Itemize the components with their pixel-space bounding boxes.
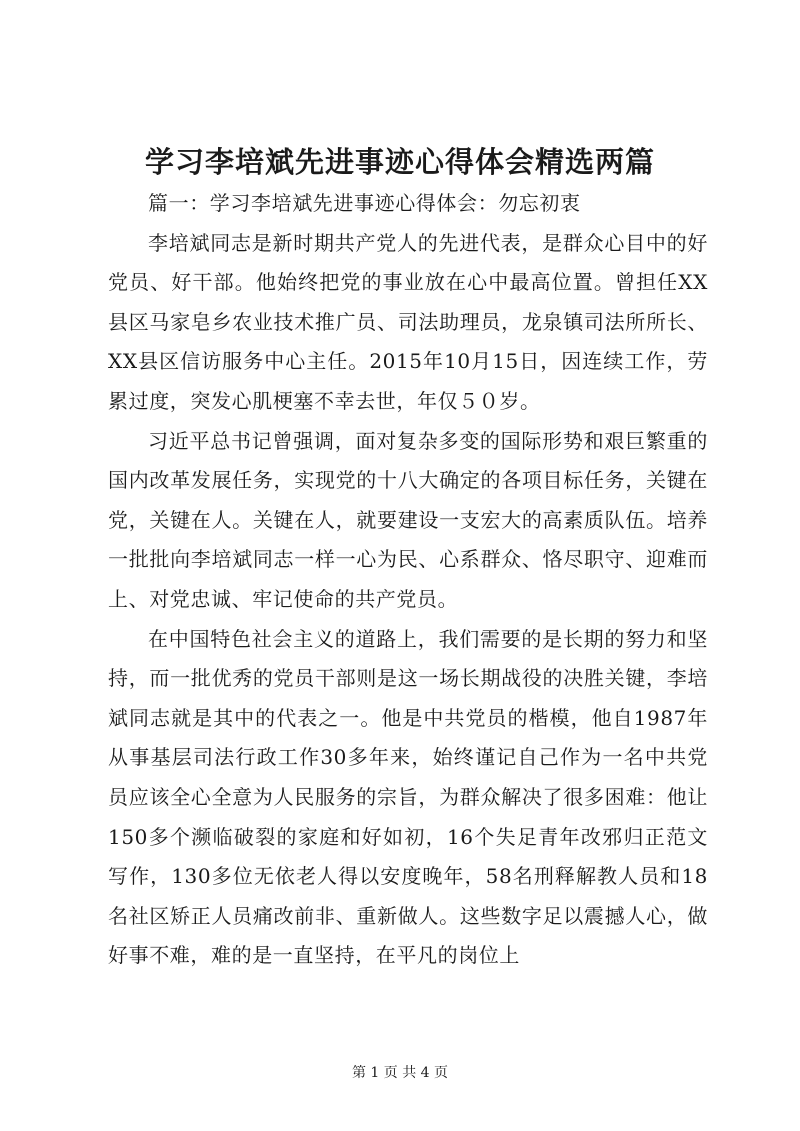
page-footer: 第 1 页 共 4 页 [351,1065,449,1081]
paragraph: 李培斌同志是新时期共产党人的先进代表，是群众心目中的好党员、好干部。他始终把党的事业放在心中最高位置。曾担任XX县区马家皂乡农业技术推广员、司法助理员，龙泉镇司法所所长、XX县区信访服务中心主任。2015年10月15日，因连续工作，劳累过度，突发心肌梗塞不幸去世，年仅５０岁。 [108,230,708,413]
paragraph: 习近平总书记曾强调，面对复杂多变的国际形势和艰巨繁重的国内改革发展任务，实现党的十八大确定的各项目标任务，关键在党，关键在人。关键在人，就要建设一支宏大的高素质队伍。培养一批批向李培斌同志一样一心为民、心系群众、恪尽职守、迎难而上、对党忠诚、牢记使命的共产党员。 [108,428,708,611]
section-heading: 篇一：学习李培斌先进事迹心得体会：勿忘初衷 [148,191,581,215]
paragraph: 在中国特色社会主义的道路上，我们需要的是长期的努力和坚持，而一批优秀的党员干部则是这一场长期战役的决胜关键，李培斌同志就是其中的代表之一。他是中共党员的楷模，他自1987年从事基层司法行政工作30多年来，始终谨记自己作为一名中共党员应该全心全意为人民服务的宗旨，为群众解决了很多困难：他让150多个濒临破裂的家庭和好如初，16个失足青年改邪归正范文写作，130多位无依老人得以安度晚年，58名刑释解教人员和18名社区矫正人员痛改前非、重新做人。这些数字足以震撼人心，做好事不难，难的是一直坚持，在平凡的岗位上 [108,626,708,968]
page-title: 学习李培斌先进事迹心得体会精选两篇 [144,145,655,179]
document-body [108,184,708,976]
